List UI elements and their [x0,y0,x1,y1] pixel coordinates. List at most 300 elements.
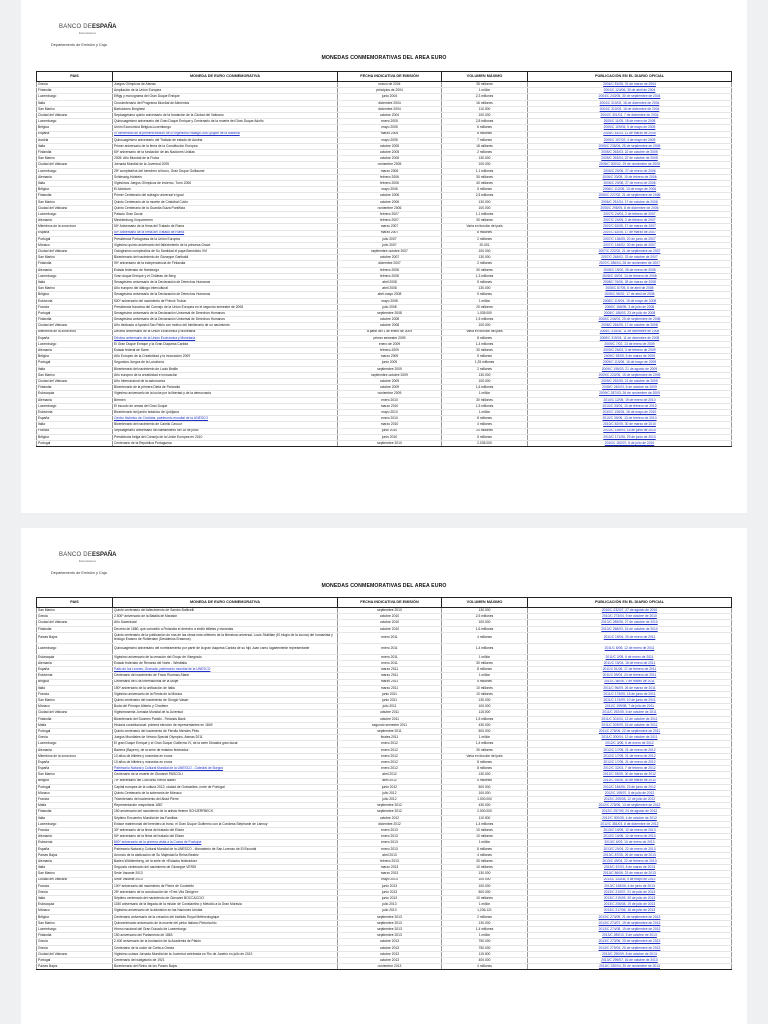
cell-publicacion[interactable]: 2007/C 24/05, 2 de febrero de 2007 [528,218,732,224]
table-header-row [37,598,732,608]
cell-publicacion[interactable]: 2008/C 188/03, 23 de julio de 2008 [528,310,732,316]
cell-pais: Alemania [37,218,113,224]
cell-volumen: 430.000 [442,722,528,728]
cell-publicacion[interactable]: 2009/C 26/02, 3 de febrero de 2009 [528,348,732,354]
cell-pais: Eslovaquia [37,391,113,397]
cell-moneda: 50º aniversario de la firma del tratado del Elíseo [113,834,338,840]
cell-publicacion[interactable]: 2004/C 124/06, 30 de abril de 2004 [528,88,732,94]
cell-moneda[interactable]: Patrimonio Natural y Cultural Mundial de la UNESCO - Catedral de Burgos [113,766,338,772]
cell-volumen: 100.000 [442,883,528,889]
cell-fecha: noviembre 2006 [338,205,442,211]
cell-publicacion[interactable]: 2013/C 10/06, 12 de enero de 2013 [528,834,732,840]
cell-pais: Francia [37,828,113,834]
cell-moneda: Bicentenario del jardín botánico de Ljubljana [113,409,338,415]
cell-publicacion[interactable]: 2006/C 33/05, 10 de febrero de 2006 [528,174,732,180]
cell-fecha: septiembre 2013 [338,927,442,933]
cell-volumen: 5 millones [442,354,528,360]
cell-fecha: junio 2010 [338,428,442,434]
cell-volumen: 750.000 [442,939,528,945]
cell-pais: Eslovenia [37,840,113,846]
cell-fecha: marzo 2005 [338,131,442,137]
cell-publicacion[interactable]: 2012/C 17/06, 21 de enero de 2012 [528,759,732,765]
cell-publicacion[interactable]: 2006/C 112/05, 13 de mayo de 2006 [528,187,732,193]
cell-fecha: febrero 2007 [338,218,442,224]
cell-volumen: 500.000 [442,784,528,790]
cell-volumen: 1 millón [442,840,528,846]
cell-moneda: 25º cumpleaños del heredero al trono, Gran Duque Guillaume [113,168,338,174]
cell-volumen: 2,8 millones [442,119,528,125]
cell-publicacion[interactable]: 2005/C 107/02, 4 de mayo de 2005 [528,137,732,143]
cell-publicacion[interactable]: 2009/C 196/03, 21 de agosto de 2009 [528,366,732,372]
cell-volumen: 10 millones [442,896,528,902]
cell-publicacion[interactable]: 2012/C 257/09, 24 de agosto de 2012 [528,809,732,815]
cell-publicacion[interactable]: 2012/C 93/06, 30 de marzo de 2012 [528,778,732,784]
cell-publicacion[interactable]: 2013/C 273/06, 20 de septiembre de 2013 [528,939,732,945]
cell-pais: Italia [37,366,113,372]
cell-publicacion[interactable]: 2012/C 278/06, 14 de septiembre de 2012 [528,803,732,809]
column-header-volumen: VOLUMEN MÁXIMO [442,598,528,608]
cell-pais: Italia [37,280,113,286]
cell-fecha: enero 2011 [338,632,442,643]
cell-publicacion[interactable]: 2011/C 175/05, 15 de junio de 2011 [528,691,732,697]
cell-publicacion[interactable]: 2012/C 381/03, 8 de diciembre de 2012 [528,821,732,827]
cell-volumen: Varía en función del país [442,329,528,335]
cell-publicacion[interactable]: 2011/C 96/09, 26 de marzo de 2011 [528,685,732,691]
cell-fecha: junio 2011 [338,691,442,697]
cell-publicacion[interactable]: 2010/C 159/04, 18 de junio de 2010 [528,428,732,434]
cell-publicacion[interactable]: 2010/C 273/04, 9 de octubre de 2010 [528,614,732,620]
cell-volumen: 20.001 [442,242,528,248]
cell-pais: Eslovaquia [37,902,113,908]
cell-publicacion[interactable]: 2013/C 6/03, 10 de enero de 2013 [528,840,732,846]
cell-moneda[interactable]: Décimo aniversario de la Unión Económica y Monetaria [113,335,338,341]
cell-publicacion[interactable]: 2013/C 219/09, 30 de julio de 2013 [528,896,732,902]
cell-publicacion[interactable]: 2013/C 289/10, 5 de octubre de 2013 [528,933,732,939]
cell-volumen: 30 millones [442,218,528,224]
cell-publicacion[interactable]: 2004/C 301/03, 7 de diciembre de 2004 [528,112,732,118]
cell-pais: Ciudad del Vaticano [37,710,113,716]
cell-publicacion[interactable]: 2013/C 67/03, 8 de marzo de 2013 [528,865,732,871]
cell-volumen: 100.000 [442,379,528,385]
cell-publicacion[interactable]: 2011/C 292/05, 5 de octubre de 2011 [528,710,732,716]
cell-pais: Bélgica [37,354,113,360]
cell-pais: San Marino [37,372,113,378]
cell-publicacion[interactable]: 2013/C 163/06, 6 de junio de 2013 [528,883,732,889]
cell-publicacion[interactable]: 2007/C 136/05, 20 de junio de 2007 [528,236,732,242]
cell-publicacion[interactable]: 2008/C 246/04, 25 de septiembre de 2008 [528,317,732,323]
cell-publicacion[interactable]: 2011/C 8/06, 12 de enero de 2011 [528,643,732,654]
cell-moneda[interactable]: 50º Aniversario de la firma del Tratado de Roma [113,230,338,236]
cell-fecha: octubre 2010 [338,620,442,626]
cell-publicacion[interactable]: 2011/C 300/04, 12 de octubre de 2011 [528,735,732,741]
cell-publicacion[interactable]: 2012/C 93/05, 30 de marzo de 2012 [528,772,732,778]
cell-volumen: 1,1 millones [442,168,528,174]
cell-pais: Bélgica [37,679,113,685]
cell-moneda: 75º aniversario del Concurso Reina Isabel [113,778,338,784]
cell-publicacion[interactable]: 2011/C 174/09, 10 de junio de 2011 [528,698,732,704]
cell-publicacion[interactable]: 2004/C 310/02, 16 de diciembre de 2004 [528,100,732,106]
cell-publicacion[interactable]: 2006/C 298/05, 8 de diciembre de 2006 [528,205,732,211]
cell-publicacion[interactable]: 2005/C 263/03, 22 de octubre de 2005 [528,150,732,156]
cell-fecha: mayo 2006 [338,187,442,193]
cell-volumen: 130.000 [442,920,528,926]
cell-moneda: 25º aniversario de la construcción de «Tree-Vila Obrigen» [113,889,338,895]
cell-moneda[interactable]: Centro histórico de Córdoba, patrimonio mundial de la UNESCO [113,416,338,422]
cell-publicacion[interactable]: 2008/C 96/02, 17 de abril de 2008 [528,292,732,298]
cell-publicacion[interactable]: 2008/C 168/05, 3 de julio de 2008 [528,304,732,310]
cell-publicacion[interactable]: 2010/C 35/06, 13 de febrero de 2010 [528,416,732,422]
cell-publicacion[interactable]: 2007/C 286/04, 28 de noviembre de 2007 [528,261,732,267]
cell-moneda: Bicentenario del nacimiento de Giuseppe Garibaldi [113,255,338,261]
cell-publicacion[interactable]: 2012/C 17/05, 21 de enero de 2012 [528,747,732,753]
cell-fecha: enero 2012 [338,766,442,772]
cell-publicacion[interactable]: 2004/C 243/05, 30 de septiembre de 2004 [528,94,732,100]
cell-moneda: Bicentenario de la primera Dieta de Finlandia [113,385,338,391]
cell-volumen: 1,5 millones [442,403,528,409]
cell-publicacion[interactable]: 2013/C 20/04, 22 de enero de 2013 [528,846,732,852]
cell-fecha: enero 2011 [338,660,442,666]
cell-moneda: Vigésimo aniversario de la admisión en las Naciones Unidas [113,908,338,914]
cell-publicacion[interactable]: 2007/C 62/05, 17 de marzo de 2007 [528,224,732,230]
cell-pais: Portugal [37,236,113,242]
cell-pais: San Marino [37,255,113,261]
cell-volumen: 100.000 [442,790,528,796]
cell-publicacion[interactable]: 2011/C 15/04, 18 de enero de 2011 [528,660,732,666]
cell-pais: Malta [37,722,113,728]
cell-publicacion[interactable]: 2012/C 17/05, 21 de enero de 2012 [528,753,732,759]
cell-publicacion[interactable]: 2013/C 210/07, 21 de julio de 2013 [528,889,732,895]
cell-fecha: junio 2012 [338,784,442,790]
cell-pais: Grecia [37,614,113,620]
cell-publicacion[interactable]: 2009/C 252/05, 21 de octubre de 2009 [528,379,732,385]
cell-pais: Luxemburgo [37,821,113,827]
cell-publicacion[interactable]: 2012/C 32/03, 7 de febrero de 2012 [528,766,732,772]
cell-moneda: Mecklenburg-Vorpommern [113,218,338,224]
cell-volumen: 100.000 [442,704,528,710]
cell-publicacion[interactable]: 2010/C 289/08, 27 de octubre de 2010 [528,620,732,626]
cell-publicacion[interactable]: 2008/C 40/04, 14 de febrero de 2008 [528,273,732,279]
cell-moneda: Quinto Centenario de la soberanía de Mónaco [113,790,338,796]
cell-volumen: 130.000 [442,286,528,292]
cell-fecha: octubre 2008 [338,323,442,329]
cell-pais: Bélgica [37,125,113,131]
banco-de-espana-logo: BANCO DEESPAÑA Eurosistema [59,24,117,35]
department-label: Departamento de Emisión y Caja [51,43,107,47]
cell-pais: Portugal [37,784,113,790]
cell-moneda[interactable]: 800º aniversario de la primera visita a la Cueva de Postojna [113,840,338,846]
cell-volumen: 2,5 millones [442,614,528,620]
cell-publicacion[interactable]: 2013/C 133/08, 9 de mayo de 2013 [528,877,732,883]
cell-fecha: primer semestre 2009 [338,335,442,341]
cell-moneda: Quinto centenario de la publicación de una de las obras más célebres de la literatura universal, Louis Stultitiae (El elogio de la locura) del humanista y teólogo Erasmo de Rotterdam (Desiderius Erasmus) [113,632,338,643]
cell-pais: Italia [37,685,113,691]
cell-publicacion[interactable]: 2011/C 303/09, 15 de octubre de 2011 [528,722,732,728]
cell-publicacion[interactable]: 2004/C 81/05, 31 de marzo de 2004 [528,82,732,88]
cell-fecha: mayo 2013 [338,877,442,883]
cell-publicacion[interactable]: 2010/C 232/07, 27 de agosto de 2010 [528,608,732,614]
cell-publicacion[interactable]: 2013/C 299/07, 16 de octubre de 2013 [528,957,732,963]
cell-fecha: octubre 2008 [338,317,442,323]
cell-moneda: Séptimo Encuentro Mundial de las Familias [113,815,338,821]
cell-moneda: Año Sacerdotal [113,620,338,626]
cell-fecha: enero 2012 [338,753,442,759]
cell-publicacion[interactable]: 2005/C 300/02, 29 de noviembre de 2005 [528,162,732,168]
cell-pais: Portugal [37,957,113,963]
cell-fecha: septiembre 2012 [338,809,442,815]
cell-publicacion[interactable]: 2013/C 274/09, 21 de septiembre de 2013 [528,914,732,920]
cell-volumen: 430.000 [442,803,528,809]
cell-moneda[interactable]: Patio de los Leones, Granada, patrimonio mundial de la UNESCO [113,667,338,673]
cell-pais: Bélgica [37,434,113,440]
cell-publicacion[interactable]: 2013/C 330/04, 30 de noviembre de 2013 [528,964,732,970]
cell-publicacion[interactable]: 2012/C 300/05, 4 de octubre de 2012 [528,815,732,821]
cell-volumen: 1,6 millones [442,385,528,391]
cell-publicacion[interactable]: 2012/C 195/07, 5 de julio de 2012 [528,790,732,796]
cell-fecha: enero 2012 [338,741,442,747]
cell-moneda: Vigésimo aniversario de la creación del Grupo de Visegrado [113,654,338,660]
cell-fecha: junio 2004 [338,94,442,100]
cell-publicacion[interactable]: 2007/C 24/04, 2 de febrero de 2007 [528,211,732,217]
cell-pais: Luxemburgo [37,643,113,654]
cell-pais: Finlandia [37,385,113,391]
cell-volumen: 1,1 millones [442,211,528,217]
cell-volumen: 7 millones [442,137,528,143]
cell-volumen: 130.000 [442,372,528,378]
cell-publicacion[interactable]: 2008/C 76/06, 28 de marzo de 2008 [528,280,732,286]
cell-publicacion[interactable]: 2011/C 2/05, 6 de enero de 2011 [528,654,732,660]
cell-pais: Países Bajos [37,852,113,858]
cell-pais: Ciudad del Vaticano [37,951,113,957]
cell-moneda: Quinto Centenario de la muerte de Cristóbal Colón [113,199,338,205]
cell-publicacion[interactable]: 2008/C 264/05, 17 de octubre de 2008 [528,323,732,329]
cell-pais: Ciudad del Vaticano [37,323,113,329]
cell-publicacion[interactable]: 2009/C 7/02, 13 de enero de 2009 [528,341,732,347]
cell-pais: Italia [37,422,113,428]
cell-publicacion[interactable]: 2012/C 205/08, 12 de julio de 2012 [528,797,732,803]
cell-pais: Miembros de la zona euro [37,329,113,335]
cell-fecha: octubre 2007 [338,255,442,261]
cell-moneda: Décimo aniversario de la Unión Económica y Monetaria [113,329,338,335]
cell-fecha: junio 2011 [338,698,442,704]
cell-fecha: junio 2009 [338,360,442,366]
cell-pais: Portugal [37,310,113,316]
cell-pais: San Marino [37,698,113,704]
cell-publicacion[interactable]: 2010/C 12/05, 19 de enero de 2010 [528,397,732,403]
cell-publicacion[interactable]: 2005/C 236/04, 25 de septiembre de 2005 [528,143,732,149]
cell-publicacion[interactable]: 2011/C 51/06, 17 de febrero de 2011 [528,667,732,673]
cell-moneda: Segundos Juegos de la Lusofonía [113,360,338,366]
cell-moneda: Jornada Mundial de la Juventud 2005 [113,162,338,168]
cell-volumen: 1 millón [442,391,528,397]
cell-volumen: 8 millones [442,416,528,422]
cell-publicacion[interactable]: 2008/C 87/05, 8 de abril de 2008 [528,286,732,292]
cell-moneda: Cincuentenario del Programa Mundial de Alimentos [113,100,338,106]
cell-moneda: Año europeo de la creatividad e innovación [113,372,338,378]
cell-moneda: Enlace matrimonial del heredero al trono, el Gran Duque Guillermo con la Condesa Stéphanie de Lannoy [113,821,338,827]
cell-publicacion[interactable]: 2009/C 220/05, 15 de septiembre de 2009 [528,372,732,378]
cell-publicacion[interactable]: 2012/C 184/06, 23 de junio de 2012 [528,784,732,790]
cell-publicacion[interactable]: 2013/C 274/07, 19 de septiembre de 2013 [528,920,732,926]
cell-publicacion[interactable]: 2006/C 20/06, 27 de enero de 2006 [528,168,732,174]
cell-publicacion[interactable]: 2013/C 49/04, 22 de febrero de 2013 [528,858,732,864]
cell-moneda: Gran duque Enrique y el Château de Berg [113,273,338,279]
cell-pais: Alemania [37,747,113,753]
cell-fecha: noviembre 2005 [338,162,442,168]
cell-moneda: Septuagésimo quinto aniversario de la fundación de la Ciudad del Vaticano [113,112,338,118]
cell-publicacion[interactable]: 2005/C 109/05, 5 de mayo de 2005 [528,125,732,131]
cell-publicacion[interactable]: 2013/C 206/08, 19 de julio de 2013 [528,902,732,908]
cell-pais: Luxemburgo [37,94,113,100]
cell-pais: Grecia [37,889,113,895]
cell-fecha: febrero 2006 [338,174,442,180]
cell-fecha: octubre 2013 [338,939,442,945]
cell-publicacion[interactable]: 2009/C 113/06, 16 de mayo de 2009 [528,360,732,366]
cell-publicacion[interactable]: 2013/C 290/09, 8 de octubre de 2013 [528,951,732,957]
cell-publicacion[interactable]: 2010/C 268/03, 15 de octubre de 2010 [528,626,732,632]
cell-publicacion[interactable]: 2010/C 82/05, 30 de marzo de 2010 [528,422,732,428]
cell-publicacion[interactable]: 2013/C 217/06, 16 de julio de 2013 [528,908,732,914]
cell-publicacion[interactable]: 2010/C 171/06, 29 de junio de 2010 [528,434,732,440]
cell-moneda: Estado federal de Sarre [113,348,338,354]
cell-publicacion[interactable]: 2007/C 222/02, 21 de septiembre de 2007 [528,249,732,255]
cell-moneda: Octogésimo cumpleaños de Su Santidad el papa Benedicto XVI [113,249,338,255]
cell-publicacion[interactable]: 2011/C 66/06, 2 de marzo de 2011 [528,679,732,685]
cell-fecha: diciembre 2012 [338,821,442,827]
cell-publicacion[interactable]: 2011/C 59/04, 24 de febrero de 2011 [528,673,732,679]
cell-pais: Luxemburgo [37,403,113,409]
cell-publicacion[interactable]: 2007/C 248/02, 23 de octubre de 2007 [528,255,732,261]
cell-publicacion[interactable]: 2007/C 62/05, 17 de marzo de 2007 [528,230,732,236]
cell-fecha: junio 2013 [338,896,442,902]
cell-fecha: octubre 2013 [338,957,442,963]
cell-publicacion[interactable]: 2013/C 86/06, 23 de marzo de 2013 [528,871,732,877]
cell-pais: Italia [37,181,113,187]
cell-moneda: 30º aniversario de la firma del tratado del Elíseo [113,828,338,834]
cell-publicacion[interactable]: 2007/C 146/02, 30 de junio de 2007 [528,242,732,248]
cell-publicacion[interactable]: 2006/C 251/04, 17 de octubre de 2006 [528,199,732,205]
cell-publicacion[interactable]: 2011/C 19/04, 20 de enero de 2011 [528,632,732,643]
cell-publicacion[interactable]: 2012/C 3/06, 6 de enero de 2012 [528,741,732,747]
cell-fecha: octubre 2012 [338,815,442,821]
cell-publicacion[interactable]: 2008/C 19/02, 25 de enero de 2008 [528,267,732,273]
cell-volumen: 400.000 [442,957,528,963]
cell-moneda: 50º Aniversario de la firma del Tratado de Roma [113,224,338,230]
cell-fecha: septiembre 2013 [338,933,442,939]
cell-publicacion[interactable]: 2008/C 119/04, 15 de mayo de 2008 [528,298,732,304]
cell-moneda: 1150 aniversario de la llegada de la misión de Constantino y Metodio a la Gran Moravia [113,902,338,908]
cell-moneda: Baden-Württemberg, de la serie de «Estados federados» [113,858,338,864]
cell-moneda: 2.500º aniversario de la Batalla de Maratón [113,614,338,620]
cell-pais: Grecia [37,939,113,945]
cell-moneda: Centenario del nacimiento de Franc Rozman-Stane [113,673,338,679]
cell-fecha: marzo 2011 [338,673,442,679]
cell-moneda: Quinto Centenario de la Guardia Suiza Pontificia [113,205,338,211]
cell-fecha: julio 2013 [338,908,442,914]
cell-publicacion[interactable]: 2008/C 315/04, 11 de diciembre de 2008 [528,329,732,335]
cell-pais: San Marino [37,199,113,205]
cell-publicacion[interactable]: 2011/C 301/04, 13 de octubre de 2011 [528,716,732,722]
cell-pais: Ciudad del Vaticano [37,249,113,255]
cell-volumen: 2 millones [442,261,528,267]
cell-pais: Italia [37,896,113,902]
cell-moneda: El gran Duque Enrique y el Gran Duque Guillermo IV, de la serie Dinastía gran ducal [113,741,338,747]
cell-fecha: octubre 2013 [338,951,442,957]
cell-publicacion[interactable]: 2005/C 61/03, 11 de marzo de 2005 [528,131,732,137]
cell-fecha: septiembre 2010 [338,608,442,614]
cell-publicacion[interactable]: 2013/C 274/08, 19 de septiembre de 2013 [528,927,732,933]
cell-moneda: 150 aniversario del nacimiento de la artista Helene SCHJERFBECK [113,809,338,815]
cell-publicacion[interactable]: 2009/C 53/05, 6 de marzo de 2009 [528,354,732,360]
cell-publicacion[interactable]: 2013/C 279/04, 20 de septiembre de 2013 [528,945,732,951]
cell-pais: Francia [37,304,113,310]
cell-moneda: 10 años de billetes y monedas en euros [113,753,338,759]
cell-moneda: Quinto centenario del nacimiento de Fernão Mendes Pinto [113,729,338,735]
cell-volumen: 110.000 [442,106,528,112]
cell-volumen: 130.000 [442,772,528,778]
cell-publicacion[interactable]: 2009/C 287/03, 26 de noviembre de 2009 [528,391,732,397]
cell-fecha: septiembre 2012 [338,803,442,809]
cell-publicacion[interactable]: 2006/C 20/06, 27 de enero de 2006 [528,181,732,187]
cell-volumen: 10 millones [442,828,528,834]
cell-publicacion[interactable]: 2009/C 240/03, 6 de octubre de 2009 [528,385,732,391]
cell-fecha: junio 2013 [338,883,442,889]
cell-fecha: febrero 2006 [338,181,442,187]
cell-pais: Mónaco [37,704,113,710]
cell-moneda: 90º aniversario de la independencia de Finlandia [113,261,338,267]
cell-publicacion[interactable]: 2011/C 278/06, 22 de septiembre de 2011 [528,729,732,735]
cell-pais: Alemania [37,834,113,840]
cell-publicacion[interactable]: 2011/C 199/08, 7 de julio de 2011 [528,704,732,710]
cell-volumen: 5 millones [442,187,528,193]
cell-moneda: Primer Centenario del sufragio universal e igual [113,193,338,199]
cell-moneda: Quinto centenario del fallecimiento de Sandro Botticelli [113,608,338,614]
cell-fecha: octubre 2010 [338,614,442,620]
cell-moneda: Ampliación de la Unión Europea [113,88,338,94]
cell-volumen: 1,4 millones [442,821,528,827]
cell-moneda: Sede Vacante 2013 [113,871,338,877]
cell-pais: Grecia [37,82,113,88]
cell-fecha: marzo 2013 [338,865,442,871]
cell-moneda: Año dedicado a Apóstol San Pablo con motivo del bimilenario de su nacimiento [113,323,338,329]
cell-volumen: 5 millones [442,679,528,685]
cell-moneda: Quincuagésimo aniversario del nombramiento por parte de la gran duquesa Carlota de su hijo Juan como lugarteniente representante [113,643,338,654]
cell-pais: Finlandia [37,193,113,199]
cell-pais: San Marino [37,286,113,292]
cell-publicacion[interactable]: 2004/C 310/03, 16 de diciembre de 2004 [528,106,732,112]
cell-volumen: 8 millones [442,766,528,772]
cell-publicacion[interactable]: 2008/C 315/04, 11 de diciembre de 2008 [528,335,732,341]
cell-fecha: mayo 2010 [338,409,442,415]
cell-publicacion[interactable]: 2010/C 33/04, 10 de febrero de 2010 [528,403,732,409]
cell-volumen: 1,25 millones [442,360,528,366]
cell-publicacion[interactable]: 2010/C 135/04, 26 de mayo de 2010 [528,409,732,415]
cell-publicacion[interactable]: 2013/C 10/05, 12 de enero de 2013 [528,828,732,834]
cell-volumen: 5 millones [442,280,528,286]
cell-publicacion[interactable]: 2006/C 227/02, 21 de septiembre de 2006 [528,193,732,199]
page-title: MONEDAS CONMEMORATIVAS DEL AREA EURO [321,583,447,589]
cell-volumen: 100.000 [442,620,528,626]
cell-publicacion[interactable]: 2005/C 263/04, 22 de octubre de 2005 [528,156,732,162]
cell-pais: Bélgica [37,914,113,920]
cell-pais: Austria [37,137,113,143]
cell-publicacion[interactable]: 2013/C 87/05, 26 de marzo de 2013 [528,852,732,858]
cell-pais: Alemania [37,858,113,864]
cell-publicacion[interactable]: 2010/C 182/07, 6 de julio de 2010 [528,440,732,446]
table-header-row [37,72,732,82]
cell-publicacion[interactable]: 2005/C 11/05, 18 de enero de 2005 [528,119,732,125]
cell-moneda[interactable]: IV centenario de la primera edición de El Ingenioso Hidalgo Don Quijote de la Mancha [113,131,338,137]
cell-pais: Italia [37,100,113,106]
